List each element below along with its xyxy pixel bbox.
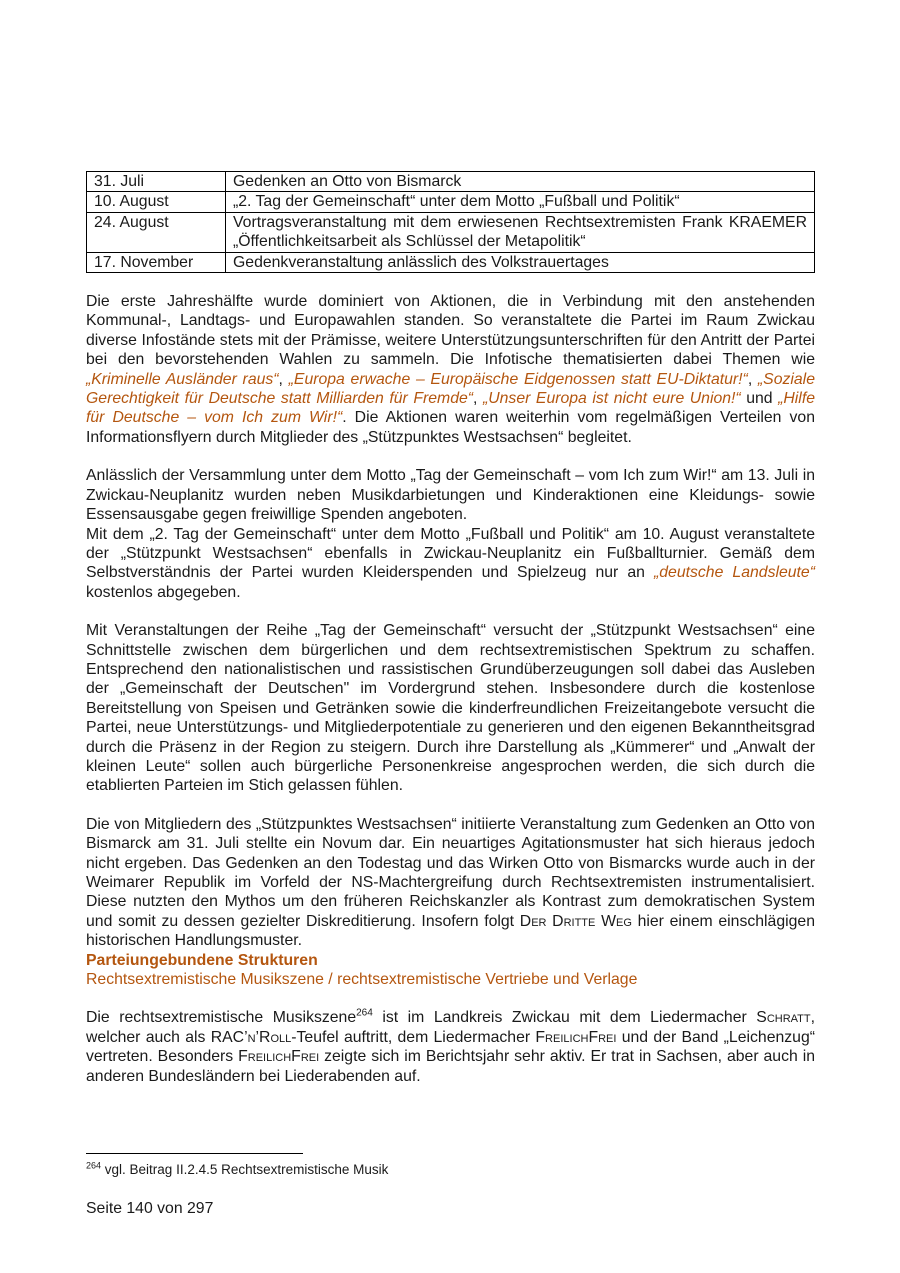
event-date: 24. August — [87, 212, 226, 252]
paragraph-text: Die erste Jahreshälfte wurde dominiert von Aktionen, die in Verbindung mit den anstehenden Kommunal-, Landtags- und Europawahlen standen. So veranstaltete die Partei im Raum Zwickau diverse Infostände stets mit der Prämisse, weitere Unterstützungsunterschriften für den Antritt der Partei bei den bevorstehenden Wahlen zu sammeln. Die Infotische thematisierten dabei Themen wie — [86, 293, 815, 369]
paragraph-text: , — [278, 370, 289, 388]
table-row — [87, 172, 815, 192]
artist-name: RAC’n’Roll — [210, 1028, 292, 1046]
paragraph-text: Die von Mitgliedern des „Stützpunktes Westsachsen“ initiierte Veranstaltung zum Gedenken an Otto von Bismarck am 31. Juli stellte ein Novum dar. Ein neuartiges Agitationsmuster hat sich hieraus jedoch nicht ergeben. Das Gedenken an den Todestag und das Wirken Otto von Bismarcks wurde auch in der Weimarer Republik im Vorfeld der NS-Machtergreifung durch Rechtsextremisten instrumentalisiert. Diese nutzten den Mythos um den früheren Reichskanzler als Kontrast zum demokratischen System und somit zu dessen gezielter Diskreditierung. Insofern folgt — [86, 815, 815, 930]
section-heading: Parteiungebundene Strukturen — [86, 951, 318, 969]
party-name: Der Dritte Weg — [519, 912, 632, 930]
paragraph-text: und — [740, 390, 779, 408]
paragraph-strategy: Mit Veranstaltungen der Reihe „Tag der Gemeinschaft“ versucht der „Stützpunkt Westsachsen“ eine Schnittstelle zwischen dem bürgerlichen und dem rechtsextremistischen Spektrum zu schaffen. Entsprechend den nationalistischen und rassistischen Grundüberzeugungen soll dabei das Ausleben der „Gemeinschaft der Deutschen" im Vordergrund stehen. Insbesondere durch die kostenlose Bereitstellung von Speisen und Getränken sowie die kinderfreundlichen Freizeitangebote versucht die Partei, neue Unterstützungs- und Mitgliederpotentiale zu generieren und den eigenen Bekanntheitsgrad durch die Präsenz in der Region zu steigern. Durch ihre Darstellung als „Kümmerer“ und „Anwalt der kleinen Leute“ sollen auch bürgerliche Personenkreise angesprochen werden, die sich durch die etablierten Parteien im Stich gelassen fühlen. — [86, 622, 815, 795]
table-row — [87, 252, 815, 272]
paragraph-text: Mit dem „2. Tag der Gemeinschaft“ unter dem Motto „Fußball und Politik“ am 10. August veranstaltete der „Stützpunkt Westsachsen“ ebenfalls in Zwickau-Neuplanitz ein Fußballturnier. Gemäß dem Selbstverständnis der Partei wurden Kleiderspenden und Spielzeug nur an — [86, 525, 815, 582]
slogan-quote: „Kriminelle Ausländer raus“ — [86, 370, 279, 388]
page-number: Seite 140 von 297 — [86, 1200, 214, 1217]
footnote-reference: 264 — [356, 1008, 373, 1020]
slogan-quote: „Hilfe für Deutsche – vom Ich zum Wir!“ — [86, 390, 815, 427]
slogan-quote: „Europa erwache – Europäische Eidgenossen statt EU-Diktatur!“ — [288, 370, 748, 388]
event-date: 10. August — [87, 192, 226, 212]
paragraph-text: zeigte sich im Berichtsjahr sehr aktiv. Er trat in Sachsen, aber auch in anderen Bundesländern bei Liederabenden auf. — [86, 1048, 816, 1085]
paragraph-bismarck — [86, 815, 815, 951]
paragraph-music-scene — [86, 1008, 815, 1086]
event-date: 31. Juli — [87, 172, 226, 192]
paragraph-text: kostenlos abgegeben. — [86, 583, 241, 601]
artist-name: FreilichFrei — [535, 1028, 617, 1046]
event-description: Vortragsveranstaltung mit dem erwiesenen Rechtsextremisten Frank KRAEMER „Öffentlichkeitsarbeit als Schlüssel der Metapolitik“ — [226, 212, 815, 252]
table-row — [87, 212, 815, 252]
artist-name: Schratt — [756, 1009, 811, 1027]
footnote-number: 264 — [86, 1160, 102, 1171]
paragraph-text: hier einem einschlägigen historischen Handlungsmuster. — [86, 912, 815, 950]
section-subheading: Rechtsextremistische Musikszene / rechtsextremistische Vertriebe und Verlage — [86, 971, 638, 989]
event-description: Gedenken an Otto von Bismarck — [226, 172, 815, 192]
footnote-text: vgl. Beitrag II.2.4.5 Rechtsextremistische Musik — [101, 1162, 389, 1177]
paragraph-text: und der Band „Leichenzug“ vertreten. Besonders — [86, 1028, 815, 1066]
event-description: Gedenkveranstaltung anlässlich des Volkstrauertages — [226, 252, 815, 272]
slogan-quote: „Soziale Gerechtigkeit für Deutsche statt Milliarden für Fremde“ — [86, 370, 815, 408]
artist-name: FreilichFrei — [238, 1048, 320, 1066]
footnote — [86, 1161, 388, 1178]
slogan-quote: „Unser Europa ist nicht eure Union!“ — [482, 390, 741, 408]
paragraph-text: , — [473, 390, 483, 408]
paragraph-text: , — [747, 370, 758, 388]
paragraph-text: , welcher auch als — [86, 1009, 815, 1046]
paragraph-text: . Die Aktionen waren weiterhin vom regelmäßigen Verteilen von Informationsflyern durch Mitglieder des „Stützpunktes Westsachsen“ begleitet. — [86, 409, 815, 446]
paragraph-football-event — [86, 525, 815, 603]
page-content — [86, 171, 815, 1086]
events-table — [86, 171, 815, 273]
paragraph-text: -Teufel auftritt, dem Liedermacher — [291, 1028, 536, 1046]
paragraph-text: ist im Landkreis Zwickau mit dem Liedermacher — [372, 1009, 757, 1027]
paragraph-text: Die rechtsextremistische Musikszene — [86, 1009, 357, 1027]
table-row — [87, 192, 815, 212]
event-description: „2. Tag der Gemeinschaft“ unter dem Motto „Fußball und Politik“ — [226, 192, 815, 212]
footnote-divider — [86, 1153, 303, 1154]
paragraph-community-day: Anlässlich der Versammlung unter dem Motto „Tag der Gemeinschaft – vom Ich zum Wir!“ am 13. Juli in Zwickau-Neuplanitz wurden neben Musikdarbietungen und Kinderaktionen eine Kleidungs- sowie Essensausgabe gegen freiwillige Spenden angeboten. — [86, 467, 815, 524]
paragraph-campaign-actions — [86, 292, 815, 447]
highlight-quote: „deutsche Landsleute“ — [654, 564, 815, 582]
event-date: 17. November — [87, 252, 226, 272]
